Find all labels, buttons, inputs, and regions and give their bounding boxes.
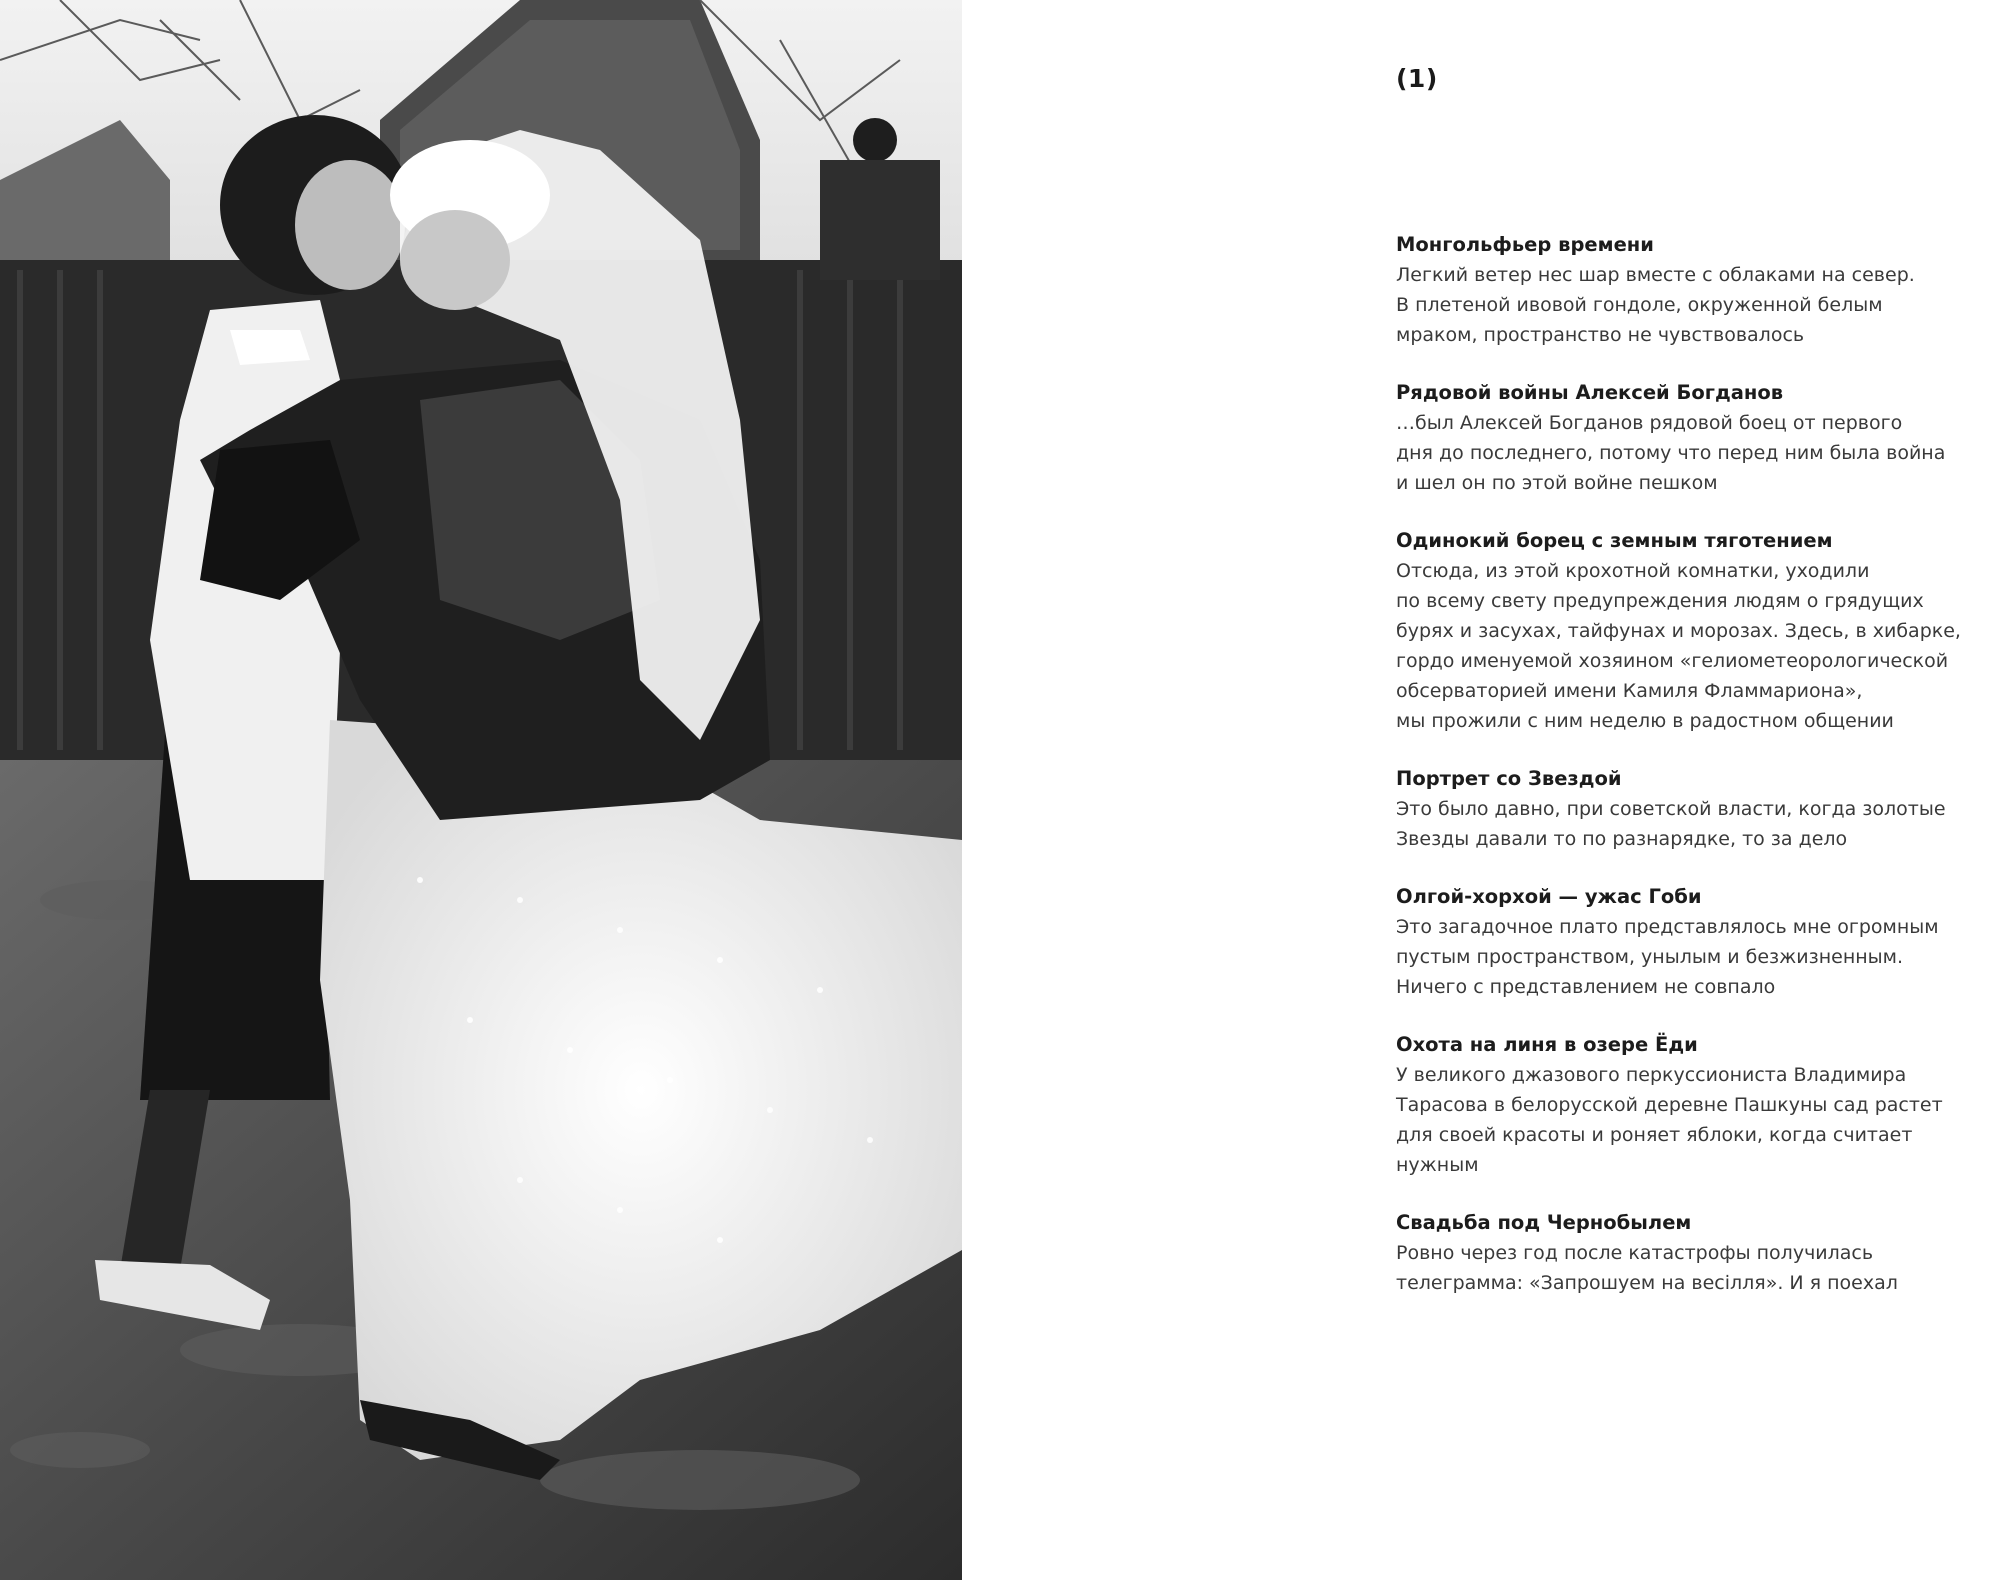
entry-title: Охота на линя в озере Ёди	[1396, 1033, 1698, 1056]
entry-title: Рядовой войны Алексей Богданов	[1396, 381, 1784, 404]
entry-description-line: Это было давно, при советской власти, когда золотые	[1396, 798, 1946, 820]
entry-description-line: обсерваторией имени Камиля Фламмариона»,	[1396, 680, 1863, 702]
entry-title: Олгой-хорхой — ужас Гоби	[1396, 885, 1702, 908]
entry-title: Монгольфьер времени	[1396, 233, 1654, 256]
entry-description-line: телеграмма: «Запрошуем на весілля». И я поехал	[1396, 1272, 1898, 1294]
toc-entry	[1396, 764, 1976, 854]
entry-description-line: Отсюда, из этой крохотной комнатки, уходили	[1396, 560, 1870, 582]
entry-title: Портрет со Звездой	[1396, 767, 1622, 790]
toc-entry	[1396, 378, 1976, 498]
entry-description-line: Это загадочное плато представлялось мне огромным	[1396, 916, 1939, 938]
entry-description-line: Звезды давали то по разнарядке, то за дело	[1396, 828, 1848, 850]
toc-entry	[1396, 526, 1976, 736]
page-number: (1)	[1396, 64, 1438, 93]
entry-description-line: Тарасова в белорусской деревне Пашкуны сад растет	[1396, 1094, 1943, 1116]
entry-description-line: мраком, пространство не чувствовалось	[1396, 324, 1805, 346]
entry-title: Одинокий борец с земным тяготением	[1396, 529, 1833, 552]
entry-description-line: по всему свету предупреждения людям о грядущих	[1396, 590, 1924, 612]
entry-description-line: для своей красоты и роняет яблоки, когда считает	[1396, 1124, 1913, 1146]
entry-title: Свадьба под Чернобылем	[1396, 1211, 1692, 1234]
toc-entry	[1396, 230, 1976, 350]
entry-description-line: пустым пространством, унылым и безжизненным.	[1396, 946, 1904, 968]
entry-description-line: мы прожили с ним неделю в радостном общении	[1396, 710, 1894, 732]
table-of-contents	[1396, 230, 1976, 1326]
entry-description-line: У великого джазового перкуссиониста Владимира	[1396, 1064, 1907, 1086]
entry-description-line: и шел он по этой войне пешком	[1396, 472, 1718, 494]
entry-description-line: …был Алексей Богданов рядовой боец от первого	[1396, 412, 1903, 434]
entry-description-line: дня до последнего, потому что перед ним была война	[1396, 442, 1946, 464]
entry-description-line: Легкий ветер нес шар вместе с облаками на север.	[1396, 264, 1915, 286]
entry-description-line: В плетеной ивовой гондоле, окруженной белым	[1396, 294, 1883, 316]
entry-description-line: Ровно через год после катастрофы получилась	[1396, 1242, 1874, 1264]
toc-entry	[1396, 882, 1976, 1002]
wedding-photo	[0, 0, 962, 1580]
entry-description-line: бурях и засухах, тайфунах и морозах. Здесь, в хибарке,	[1396, 620, 1961, 642]
toc-entry	[1396, 1030, 1976, 1180]
entry-description-line: гордо именуемой хозяином «гелиометеорологической	[1396, 650, 1949, 672]
entry-description-line: нужным	[1396, 1154, 1479, 1176]
entry-description-line: Ничего с представлением не совпало	[1396, 976, 1776, 998]
wedding-dance-photo-icon	[0, 0, 962, 1580]
toc-entry	[1396, 1208, 1976, 1298]
